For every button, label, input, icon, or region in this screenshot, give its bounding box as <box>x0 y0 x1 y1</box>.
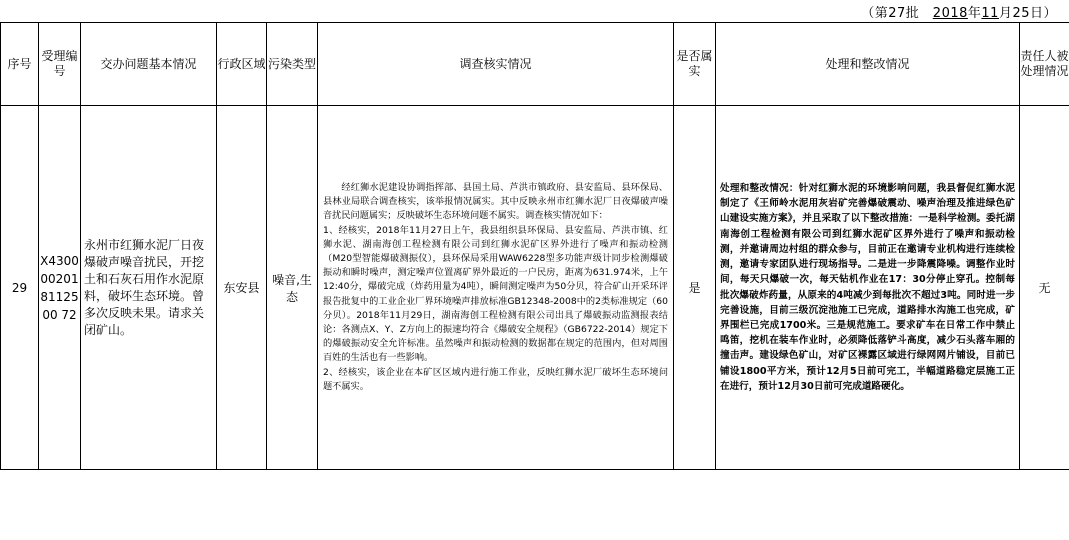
header-row <box>1 23 1069 106</box>
header-region: 行政区域 <box>217 23 267 106</box>
investigation-para-3: 2、经核实，该企业在本矿区区域内进行施工作业，反映红狮水泥厂破坏生态环境问题不属实。 <box>323 366 668 392</box>
header-investigation: 调查核实情况 <box>318 23 674 106</box>
header-pollution: 污染类型 <box>267 23 318 106</box>
header-verified: 是否属实 <box>674 23 716 106</box>
batch-info <box>861 2 1057 21</box>
investigation-para-2: 1、经核实，2018年11月27日上午，我县组织县环保局、县安监局、芦洪市镇、红狮水泥、湖南海创工程检测有限公司到红狮水泥矿区界外进行了噪声和振动检测（M20型智能爆破测振仪），县环保局采用WAW6228型多功能声级计同步检测爆破振动和瞬时噪声，测定噪声位置离矿界外最近的一户民房，距离为631.974米，上午12:40分，爆破完成（炸药用量为4吨），瞬间测定噪声为50分贝，符合矿山开采环评报告批复中的工业企业厂界环境噪声排放标准GB12348-2008中的2类标准规定（60分贝）。2018年11月29日，湖南海创工程检测有限公司出具了爆破振动监测报表结论：各测点X、Y、Z方向上的振速均符合《爆破安全规程》（GB6722-2014）规定下的爆破振动安全允许标准。虽然噪声和振动检测的数据都在规定的范围内，但对周围百姓的生活也有一些影响。 <box>323 224 668 364</box>
cell-pollution: 噪音,生态 <box>267 106 318 470</box>
investigation-para-1: 经红狮水泥建设协调指挥部、县国土局、芦洪市镇政府、县安监局、县环保局、县林业局联合调查核实，该举报情况属实。其中反映永州市红狮水泥厂日夜爆破声噪音扰民问题属实；反映破坏生态环境问题不属实。调查核实情况如下： <box>323 181 668 222</box>
batch-year: 2018 <box>932 6 968 21</box>
table-row <box>1 106 1069 470</box>
header-code: 受理编号 <box>39 23 81 106</box>
cell-verified: 是 <box>674 106 716 470</box>
batch-date-suffix: 月25日） <box>998 6 1057 21</box>
complaint-table <box>0 22 1069 470</box>
batch-month: 11 <box>981 6 999 21</box>
header-basic: 交办问题基本情况 <box>81 23 217 106</box>
cell-investigation <box>318 106 674 470</box>
header-seq: 序号 <box>1 23 39 106</box>
cell-accountability: 无 <box>1020 106 1069 470</box>
cell-basic: 永州市红狮水泥厂日夜爆破声噪音扰民，开挖土和石灰石用作水泥原料，破坏生态环境。曾多次反映未果。请求关闭矿山。 <box>81 106 217 470</box>
header-handling: 处理和整改情况 <box>716 23 1020 106</box>
cell-region: 东安县 <box>217 106 267 470</box>
cell-handling: 处理和整改情况：针对红狮水泥的环境影响问题，我县督促红狮水泥制定了《王师岭水泥用灰岩矿完善爆破震动、噪声治理及推进绿色矿山建设实施方案》，并且采取了以下整改措施：一是科学检测。委托湖南海创工程检测有限公司到红狮水泥矿区界外进行了噪声和振动检测，并邀请周边村组的群众参与，目前正在邀请专业机构进行连续检测，邀请专家团队进行现场指导。二是进一步降震降噪。调整作业时间，每天只爆破一次，每天钻机作业在17：30分停止穿孔。控制每批次爆破炸药量，从原来的4吨减少到每批次不超过3吨。同时进一步完善设施，目前三级沉淀池施工已完成，道路排水沟施工也完成，矿界围栏已完成1700米。三是规范施工。要求矿车在日常工作中禁止鸣笛，挖机在装车作业时，必须降低落铲斗高度，减少石头落车厢的撞击声。建设绿色矿山，对矿区裸露区域进行绿网网片铺设，目前已铺设1800平方米，预计12月5日前可完工，半幅道路稳定层施工正在进行，预计12月30日前可完成道路硬化。 <box>716 106 1020 470</box>
cell-seq: 29 <box>1 106 39 470</box>
batch-year-suffix: 年 <box>967 6 982 21</box>
cell-code: X4300002018112500 72 <box>39 106 81 470</box>
batch-prefix: （第27批 <box>861 6 933 21</box>
header-accountability: 责任人被处理情况 <box>1020 23 1069 106</box>
